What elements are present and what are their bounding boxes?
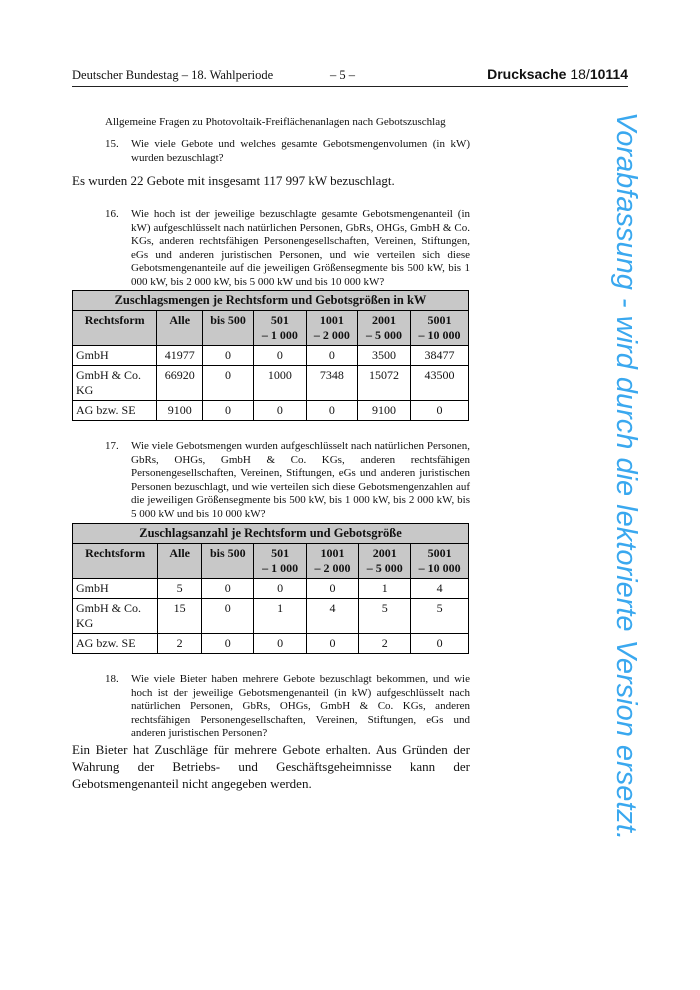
value-cell: 43500 <box>410 366 468 401</box>
question-number: 15. <box>105 138 119 150</box>
question-text: Wie viele Gebotsmengen wurden aufgeschlüsselt nach natürlichen Personen, GbRs, OHGs, GmbH & Co. KGs, anderen rechtsfähigen Personengesellschaften, Vereinen, Stiftungen, eGs und anderen juristischen Personen bezuschlagt, und wie verteilen sich diese Gebotsmengenzahlen auf die jeweiligen Größensegmente bis 500 kW, bis 1 000 kW, bis 2 000 kW, bis 5 000 kW und bis 10 000 kW? <box>131 440 470 520</box>
column-header: 501 – 1 000 <box>254 544 306 579</box>
draft-watermark <box>610 112 680 902</box>
page-header <box>72 66 628 87</box>
watermark-text: Vorabfassung - wird durch die lektorierte Version ersetzt. <box>610 112 642 841</box>
value-cell: 9100 <box>157 401 203 421</box>
question-17 <box>105 440 470 522</box>
doc-number: 10114 <box>589 66 628 82</box>
table-row <box>73 401 469 421</box>
table-header-row <box>73 311 469 346</box>
question-text: Wie hoch ist der jeweilige bezuschlagte gesamte Gebotsmengenanteil (in kW) aufgeschlüsselt nach natürlichen Personen, GbRs, OHGs, GmbH & Co. KGs, anderen rechtsfähigen Personengesellschaften, Vereinen, Stiftungen, eGs und anderen juristischen Personen, und wie verteilen sich diese Gebotsmengenanteile auf die jeweiligen Größensegmente bis 500 kW, bis 1 000 kW, bis 2 000 kW, bis 5 000 kW und bis 10 000 kW? <box>131 208 470 288</box>
doc-number-prefix: 18/ <box>570 66 590 82</box>
column-header: 1001 – 2 000 <box>306 544 358 579</box>
value-cell: 0 <box>306 634 358 654</box>
value-cell: 0 <box>254 579 306 599</box>
column-header: 2001 – 5 000 <box>359 544 411 579</box>
value-cell: 9100 <box>358 401 411 421</box>
table-row <box>73 599 469 634</box>
question-16 <box>105 208 470 290</box>
answer-15: Es wurden 22 Gebote mit insgesamt 117 997 kW bezuschlagt. <box>72 173 395 188</box>
table-zuschlagsmengen <box>72 290 469 421</box>
value-cell: 2 <box>158 634 202 654</box>
table-row <box>73 579 469 599</box>
value-cell: 0 <box>203 346 254 366</box>
parliament-term: Deutscher Bundestag – 18. Wahlperiode <box>72 68 274 82</box>
table-header-row <box>73 544 469 579</box>
value-cell: 0 <box>254 346 307 366</box>
table-caption: Zuschlagsmengen je Rechtsform und Gebotsgrößen in kW <box>73 291 469 311</box>
value-cell: 1 <box>254 599 306 634</box>
value-cell: 7348 <box>306 366 357 401</box>
column-header: bis 500 <box>202 544 254 579</box>
column-header: Alle <box>157 311 203 346</box>
document-number <box>487 66 628 82</box>
rechtsform-cell: GmbH & Co. KG <box>73 366 157 401</box>
question-text: Wie viele Gebote und welches gesamte Gebotsmengenvolumen (in kW) wurden bezuschlagt? <box>131 138 470 164</box>
doc-label: Drucksache <box>487 66 567 82</box>
rechtsform-cell: AG bzw. SE <box>73 634 158 654</box>
value-cell: 66920 <box>157 366 203 401</box>
question-number: 16. <box>105 208 119 220</box>
value-cell: 4 <box>306 599 358 634</box>
value-cell: 0 <box>202 599 254 634</box>
value-cell: 0 <box>306 401 357 421</box>
question-number: 17. <box>105 440 119 452</box>
value-cell: 0 <box>202 579 254 599</box>
column-header: Rechtsform <box>73 311 157 346</box>
table-caption: Zuschlagsanzahl je Rechtsform und Gebotsgröße <box>73 524 469 544</box>
rechtsform-cell: GmbH <box>73 346 157 366</box>
value-cell: 15072 <box>358 366 411 401</box>
column-header: 5001 – 10 000 <box>411 544 469 579</box>
column-header: 2001 – 5 000 <box>358 311 411 346</box>
section-title: Allgemeine Fragen zu Photovoltaik-Freiflächenanlagen nach Gebotszuschlag <box>105 116 446 128</box>
value-cell: 0 <box>202 634 254 654</box>
value-cell: 5 <box>158 579 202 599</box>
value-cell: 4 <box>411 579 469 599</box>
value-cell: 15 <box>158 599 202 634</box>
value-cell: 0 <box>306 346 357 366</box>
column-header: Rechtsform <box>73 544 158 579</box>
value-cell: 0 <box>306 579 358 599</box>
value-cell: 5 <box>411 599 469 634</box>
value-cell: 0 <box>254 634 306 654</box>
rechtsform-cell: GmbH <box>73 579 158 599</box>
value-cell: 1000 <box>254 366 307 401</box>
table-row <box>73 346 469 366</box>
column-header: bis 500 <box>203 311 254 346</box>
rechtsform-cell: GmbH & Co. KG <box>73 599 158 634</box>
page-number: – 5 – <box>330 68 355 82</box>
table-zuschlagsanzahl <box>72 523 469 654</box>
value-cell: 41977 <box>157 346 203 366</box>
question-text: Wie viele Bieter haben mehrere Gebote bezuschlagt bekommen, und wie hoch ist der jeweilige Gebotsmengenanteil (in kW) aufgeschlüsselt nach natürlichen Personen, GbRs, OHGs, GmbH & Co. KGs, anderen rechtsfähigen Personengesellschaften, Vereinen, Stiftungen, eGs und anderen juristischen Personen? <box>131 673 470 740</box>
value-cell: 0 <box>411 634 469 654</box>
rechtsform-cell: AG bzw. SE <box>73 401 157 421</box>
value-cell: 0 <box>254 401 307 421</box>
value-cell: 1 <box>359 579 411 599</box>
value-cell: 3500 <box>358 346 411 366</box>
value-cell: 0 <box>203 366 254 401</box>
value-cell: 5 <box>359 599 411 634</box>
table-row <box>73 634 469 654</box>
value-cell: 38477 <box>410 346 468 366</box>
table-row <box>73 366 469 401</box>
question-15 <box>105 138 470 165</box>
column-header: 5001 – 10 000 <box>410 311 468 346</box>
value-cell: 2 <box>359 634 411 654</box>
value-cell: 0 <box>203 401 254 421</box>
column-header: Alle <box>158 544 202 579</box>
column-header: 501 – 1 000 <box>254 311 307 346</box>
question-number: 18. <box>105 673 119 685</box>
answer-18: Ein Bieter hat Zuschläge für mehrere Gebote erhalten. Aus Gründen der Wahrung der Betriebs- und Geschäftsgeheimnisse kann der Gebotsmengenanteil nicht angegeben werden. <box>72 742 470 791</box>
column-header: 1001 – 2 000 <box>306 311 357 346</box>
question-18 <box>105 673 470 741</box>
value-cell: 0 <box>410 401 468 421</box>
